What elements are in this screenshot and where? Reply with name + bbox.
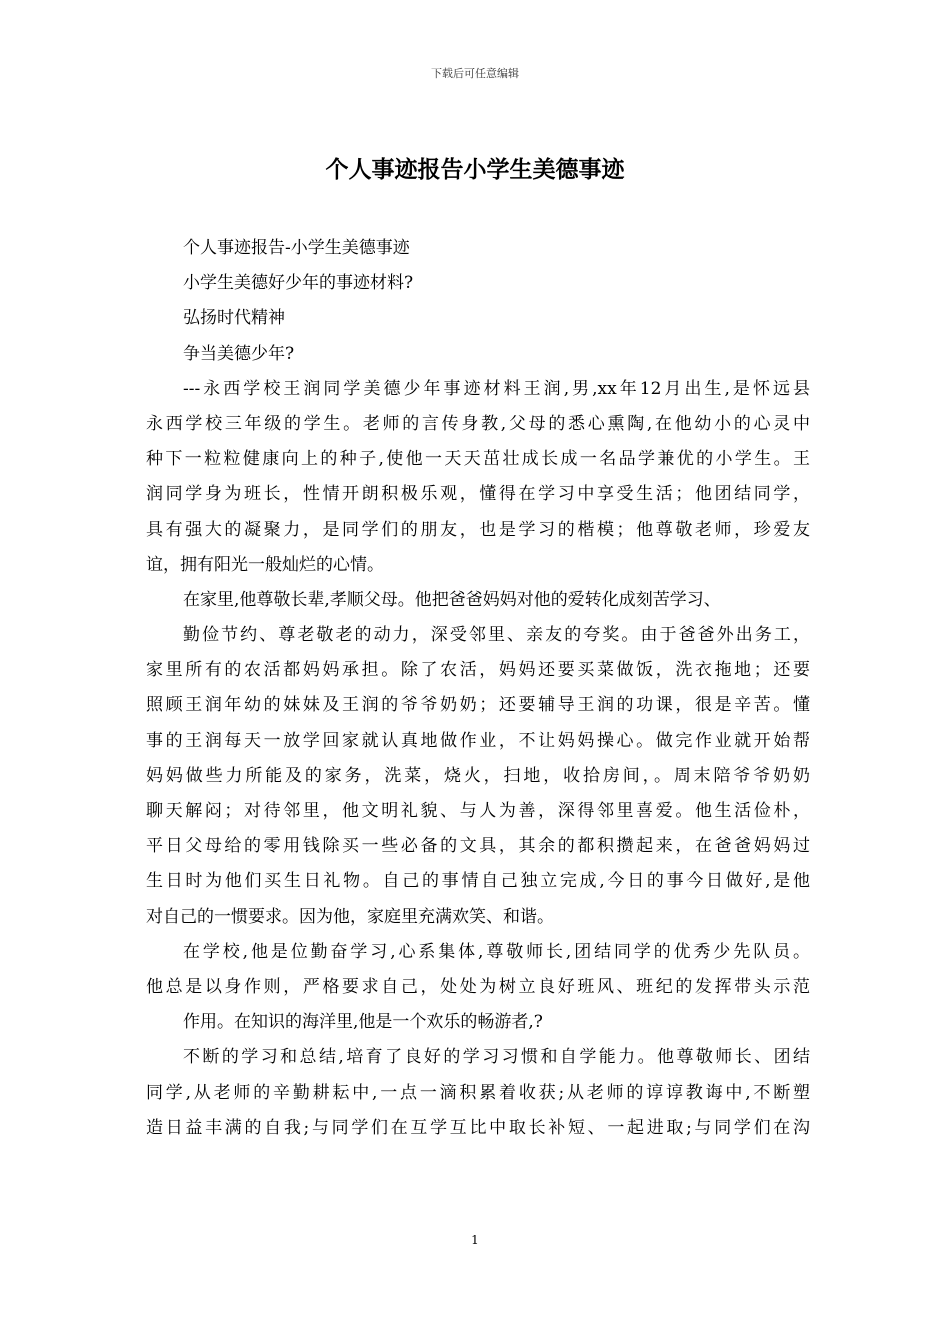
page-header: 下载后可任意编辑: [431, 67, 519, 80]
text-line: ---永西学校王润同学美德少年事迹材料王润,男,xx年12月出生,是怀远县: [183, 378, 810, 399]
text-line: 弘扬时代精神: [183, 308, 285, 329]
text-line: 不断的学习和总结,培育了良好的学习习惯和自学能力。他尊敬师长、团结: [183, 1047, 810, 1068]
text-line: 谊，拥有阳光一般灿烂的心情。: [146, 554, 384, 575]
text-line: 对自己的一惯要求。因为他，家庭里充满欢笑、和谐。: [146, 906, 554, 927]
page-number: 1: [471, 1233, 479, 1247]
text-line: 润同学身为班长，性情开朗积极乐观，懂得在学习中享受生活；他团结同学，: [146, 484, 810, 505]
text-line: 照顾王润年幼的妹妹及王润的爷爷奶奶；还要辅导王润的功课，很是辛苦。懂: [146, 695, 810, 716]
document-body: [146, 231, 810, 1146]
text-line: 种下一粒粒健康向上的种子,使他一天天茁壮成长成一名品学兼优的小学生。王: [146, 449, 810, 470]
text-line: 争当美德少年?: [183, 343, 295, 364]
text-line: 妈妈做些力所能及的家务，洗菜，烧火，扫地，收拾房间，。周末陪爷爷奶奶: [146, 765, 810, 786]
text-line: 事的王润每天一放学回家就认真地做作业，不让妈妈操心。做完作业就开始帮: [146, 730, 810, 751]
text-line: 家里所有的农活都妈妈承担。除了农活，妈妈还要买菜做饭，洗衣拖地；还要: [146, 660, 810, 681]
text-line: 他总是以身作则，严格要求自己，处处为树立良好班风、班纪的发挥带头示范: [146, 976, 810, 997]
text-line: 小学生美德好少年的事迹材料?: [183, 273, 414, 294]
text-line: 生日时为他们买生日礼物。自己的事情自己独立完成,今日的事今日做好,是他: [146, 871, 810, 892]
text-line: 聊天解闷；对待邻里，他文明礼貌、与人为善，深得邻里喜爱。他生活俭朴，: [146, 801, 810, 821]
text-line: 在学校,他是位勤奋学习,心系集体,尊敬师长,团结同学的优秀少先队员。: [183, 941, 810, 962]
text-line: 在家里,他尊敬长辈,孝顺父母。他把爸爸妈妈对他的爱转化成刻苦学习、: [183, 589, 721, 610]
text-line: 平日父母给的零用钱除买一些必备的文具，其余的都积攒起来，在爸爸妈妈过: [146, 836, 810, 857]
document-title: 个人事迹报告小学生美德事迹: [325, 156, 625, 183]
text-line: 永西学校三年级的学生。老师的言传身教,父母的悉心熏陶,在他幼小的心灵中: [146, 413, 810, 434]
text-line: 勤俭节约、尊老敬老的动力，深受邻里、亲友的夸奖。由于爸爸外出务工，: [183, 625, 810, 646]
text-line: 同学,从老师的辛勤耕耘中,一点一滴积累着收获;从老师的谆谆教诲中,不断塑: [146, 1082, 810, 1103]
text-line: 个人事迹报告-小学生美德事迹: [183, 238, 410, 258]
text-line: 具有强大的凝聚力，是同学们的朋友，也是学习的楷模；他尊敬老师，珍爱友: [146, 519, 810, 540]
text-line: 造日益丰满的自我;与同学们在互学互比中取长补短、一起进取;与同学们在沟: [146, 1117, 810, 1138]
text-line: 作用。在知识的海洋里,他是一个欢乐的畅游者,?: [183, 1012, 543, 1033]
